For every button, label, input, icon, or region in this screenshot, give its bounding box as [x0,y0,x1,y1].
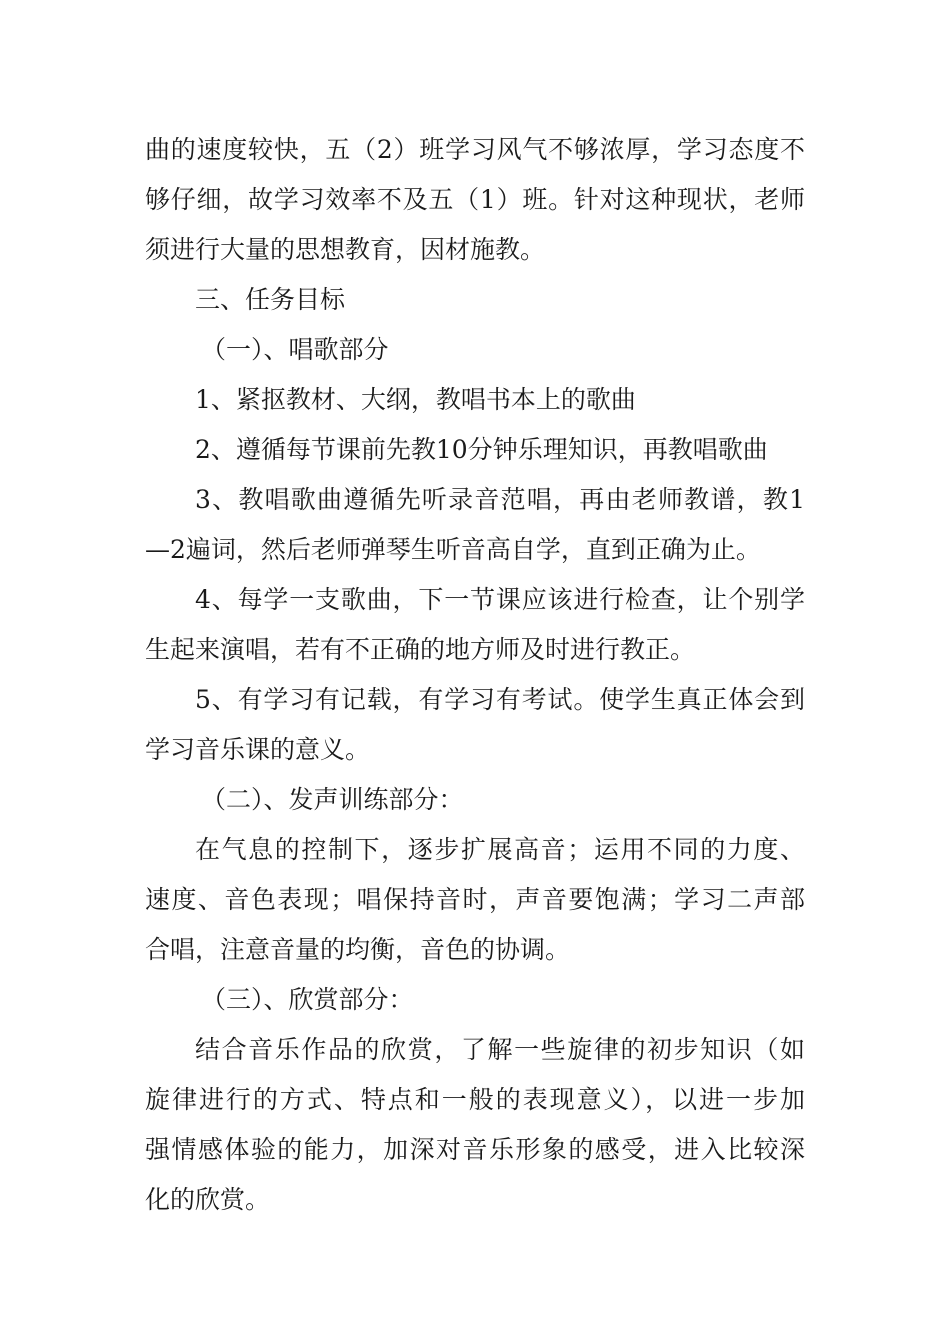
paragraph-line: 合唱，注意音量的均衡，音色的协调。 [145,935,571,964]
paragraph-line: 强情感体验的能力，加深对音乐形象的感受，进入比较深 [145,1135,805,1164]
paragraph-line: 速度、音色表现；唱保持音时，声音要饱满；学习二声部 [145,885,805,914]
document-page [145,125,805,1225]
paragraph-line: 够仔细，故学习效率不及五（1）班。针对这种现状，老师 [145,185,805,214]
list-item-continuation: 生起来演唱，若有不正确的地方师及时进行教正。 [145,635,696,664]
paragraph-line: 结合音乐作品的欣赏，了解一些旋律的初步知识（如 [195,1035,805,1064]
list-item: 5、有学习有记载，有学习有考试。使学生真正体会到 [195,685,805,714]
subsection-heading: （一）、唱歌部分 [201,335,389,364]
subsection-heading: （三）、欣赏部分： [201,985,414,1014]
paragraph-line: 旋律进行的方式、特点和一般的表现意义），以进一步加 [145,1085,805,1114]
list-item: 2、遵循每节课前先教10分钟乐理知识，再教唱歌曲 [195,435,768,464]
section-heading: 三、任务目标 [195,285,346,314]
paragraph-line: 在气息的控制下，逐步扩展高音；运用不同的力度、 [195,835,805,864]
list-item: 1、紧抠教材、大纲，教唱书本上的歌曲 [195,385,636,414]
list-item: 3、教唱歌曲遵循先听录音范唱，再由老师教谱，教1 [195,485,805,514]
list-item-continuation: —2遍词，然后老师弹琴生听音高自学，直到正确为止。 [145,535,761,564]
paragraph-line: 须进行大量的思想教育，因材施教。 [145,235,546,264]
subsection-heading: （二）、发声训练部分： [201,785,464,814]
paragraph-line: 化的欣赏。 [145,1185,271,1214]
list-item: 4、每学一支歌曲，下一节课应该进行检查，让个别学 [195,585,805,614]
paragraph-line: 曲的速度较快，五（2）班学习风气不够浓厚，学习态度不 [145,135,805,164]
list-item-continuation: 学习音乐课的意义。 [145,735,371,764]
